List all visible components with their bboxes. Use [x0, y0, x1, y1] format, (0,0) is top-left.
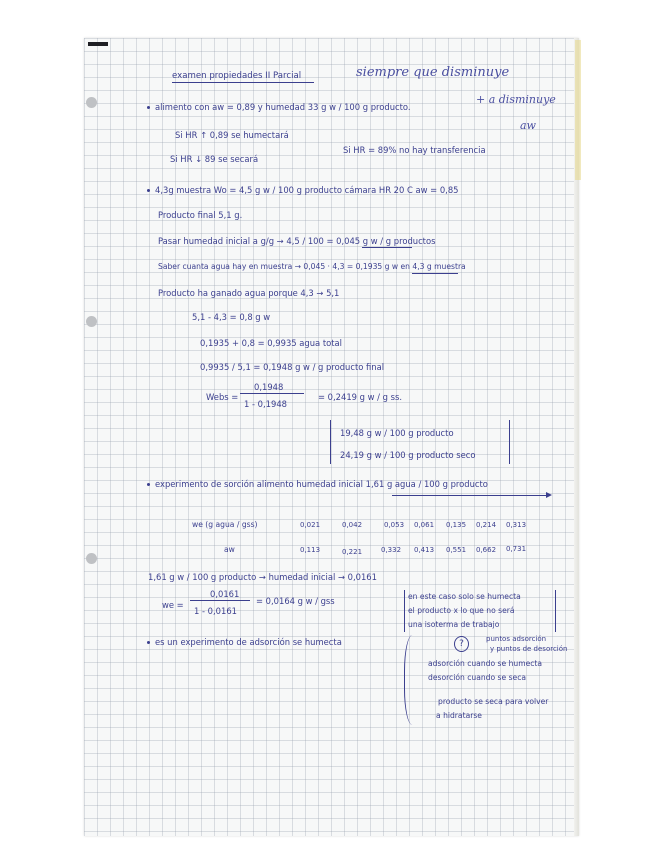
underline	[362, 247, 412, 248]
bullet	[147, 483, 150, 486]
item2-calc3: 0,9935 / 5,1 = 0,1948 g w / g producto final	[200, 362, 385, 372]
wbs-numerator: 0,1948	[254, 382, 284, 392]
aw-value: 0,662	[476, 546, 497, 554]
item4-adsorcion: adsorción cuando se humecta	[428, 659, 543, 668]
wbs-denominator: 1 - 0,1948	[244, 399, 287, 409]
bullet	[147, 106, 150, 109]
item2-step2: Saber cuanta agua hay en muestra → 0,045 · 4,3 = 0,1935 g w en 4,3 g muestra	[158, 262, 466, 271]
side-note-line1: siempre que disminuye	[356, 65, 510, 80]
we-value: 0,214	[476, 521, 497, 529]
fraction-bar	[240, 393, 304, 394]
we-value: 0,061	[414, 521, 435, 529]
aw-value: 0,113	[300, 546, 321, 554]
we-denominator: 1 - 0,0161	[194, 606, 237, 616]
we-label: we (g agua / gss)	[192, 520, 258, 529]
note-box-line1: en este caso solo se humecta	[408, 592, 521, 601]
page-edge-shadow	[575, 40, 581, 180]
underline	[412, 273, 458, 274]
item4-note1: puntos adsorción	[486, 635, 547, 643]
arrow-head	[546, 492, 552, 498]
item2-final: Producto final 5,1 g.	[158, 210, 243, 220]
aw-value: 0,332	[381, 546, 402, 554]
item2-calc2: 0,1935 + 0,8 = 0,9935 agua total	[200, 338, 342, 348]
annotation-curve	[404, 635, 425, 725]
we-lhs: we =	[162, 600, 184, 610]
we-value: 0,021	[300, 521, 321, 529]
note-box-line2: el producto x lo que no será	[408, 606, 515, 615]
item2-text: 4,3g muestra Wo = 4,5 g w / 100 g producto cámara HR 20 C aw = 0,85	[155, 185, 459, 195]
wbs-lhs: Webs =	[206, 392, 239, 402]
result-box-line1: 19,48 g w / 100 g producto	[340, 428, 454, 438]
punch-hole	[86, 316, 97, 327]
question-icon: ?	[454, 636, 469, 652]
aw-value: 0,413	[414, 546, 435, 554]
wbs-result: = 0,2419 g w / g ss.	[318, 392, 402, 402]
page-title: examen propiedades II Parcial	[172, 71, 302, 81]
bullet	[147, 189, 150, 192]
item4-desorcion: desorción cuando se seca	[428, 673, 527, 682]
item2-step3: Producto ha ganado agua porque 4,3 → 5,1	[158, 288, 340, 298]
item1-text: alimento con aw = 0,89 y humedad 33 g w / 100 g producto.	[155, 102, 411, 112]
we-numerator: 0,0161	[210, 589, 240, 599]
item4-note2: y puntos de desorción	[490, 645, 568, 653]
item3-initial: 1,61 g w / 100 g producto → humedad inicial → 0,0161	[148, 572, 377, 582]
margin-mark	[88, 42, 108, 46]
punch-hole	[86, 553, 97, 564]
fraction-bar	[190, 600, 250, 601]
aw-value: 0,221	[342, 548, 363, 556]
item2-calc1: 5,1 - 4,3 = 0,8 g w	[192, 312, 271, 322]
arrow-line	[392, 495, 547, 496]
note-box-line3: una isoterma de trabajo	[408, 620, 500, 629]
item1-hr-down: Si HR ↓ 89 se secará	[170, 154, 259, 164]
we-result: = 0,0164 g w / gss	[256, 596, 335, 606]
item2-step1: Pasar humedad inicial a g/g → 4,5 / 100 = 0,045 g w / g productos	[158, 236, 436, 246]
aw-value: 0,551	[446, 546, 467, 554]
aw-label: aw	[224, 545, 235, 554]
aw-value: 0,731	[506, 545, 527, 553]
result-box-line2: 24,19 g w / 100 g producto seco	[340, 450, 476, 460]
item3-text: experimento de sorción alimento humedad inicial 1,61 g agua / 100 g producto	[155, 479, 488, 489]
we-value: 0,042	[342, 521, 363, 529]
bullet	[147, 641, 150, 644]
side-note-line2: + a disminuye	[476, 93, 556, 106]
we-value: 0,313	[506, 521, 527, 529]
item4-dry-line1: producto se seca para volver	[438, 697, 549, 706]
we-value: 0,135	[446, 521, 467, 529]
title-underline	[172, 82, 314, 83]
item1-hr-up: Si HR ↑ 0,89 se humectará	[175, 130, 289, 140]
we-value: 0,053	[384, 521, 405, 529]
item1-hr-eq: Si HR = 89% no hay transferencia	[343, 145, 486, 155]
item4-dry-line2: a hidratarse	[436, 711, 482, 720]
side-note-line3: aw	[520, 119, 536, 132]
item4-text: es un experimento de adsorción se humecta	[155, 637, 342, 647]
punch-hole	[86, 97, 97, 108]
